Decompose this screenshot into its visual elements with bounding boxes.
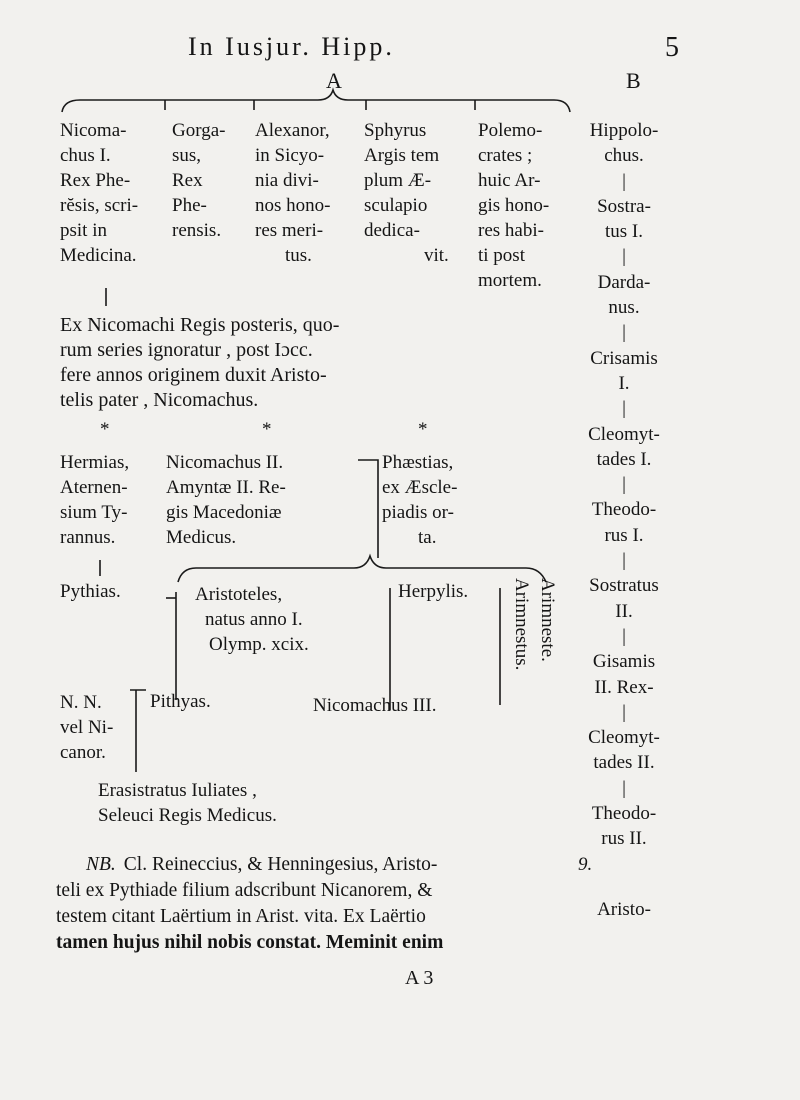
entry-line: sus,	[172, 145, 202, 166]
entry-line: Aternen-	[60, 477, 128, 498]
entry-erasistratus	[98, 778, 277, 828]
entry-nicomachus-ii	[166, 450, 286, 550]
paragraph-line: Ex Nicomachi Regis posteris, quo-	[60, 314, 340, 336]
column-label-a: A	[326, 68, 342, 93]
entry-line: Amyntæ II. Re-	[166, 477, 286, 498]
entry-line: res habi-	[478, 220, 544, 241]
entry-herpylis: Herpylis.	[398, 581, 469, 602]
entry-polemocrates	[478, 118, 549, 293]
lineage-line: Crisamis	[590, 347, 658, 369]
entry-line: gis Macedoniæ	[166, 502, 282, 523]
lineage-line: I.	[618, 372, 630, 394]
paragraph-line: telis pater , Nicomachus.	[60, 389, 259, 411]
entry-line: dedica-	[364, 220, 420, 241]
entry-line: N. N.	[60, 692, 102, 713]
entry-line: Nicomachus II.	[166, 452, 284, 473]
entry-line: Aristoteles,	[195, 584, 283, 605]
footnote-line: tamen hujus nihil nobis constat. Meminit enim	[56, 932, 444, 953]
entry-line: Phe-	[172, 195, 207, 216]
lineage-line: Sostratus	[589, 575, 659, 597]
entry-hermias	[60, 450, 129, 550]
entry-line: Argis tem	[364, 145, 440, 166]
lineage-line: rus II.	[601, 828, 647, 850]
entry-nicomachus-iii: Nicomachus III.	[313, 695, 437, 716]
entry-line: natus anno I.	[205, 609, 303, 630]
lineage-line: |	[622, 322, 626, 344]
entry-line: piadis or-	[382, 502, 454, 523]
column-label-b: B	[626, 68, 641, 93]
lineage-line: tades II.	[593, 752, 655, 774]
footnote	[56, 852, 443, 956]
entry-nicomachus-i	[60, 118, 138, 268]
entry-line: rannus.	[60, 527, 116, 548]
lineage-line: |	[622, 777, 626, 799]
asterisk-mark: *	[418, 419, 428, 440]
page-number: 5	[665, 32, 679, 63]
lineage-line: rus I.	[604, 524, 644, 546]
entry-line: huic Ar-	[478, 170, 541, 191]
lineage-line: |	[622, 625, 626, 647]
entry-line: in Sicyo-	[255, 145, 325, 166]
entry-line: res meri-	[255, 220, 324, 241]
entry-phaestias	[382, 450, 457, 550]
lineage-line: tus I.	[605, 221, 643, 243]
lineage-line: Hippolo-	[589, 120, 659, 141]
lineage-line: Cleomyt-	[588, 423, 660, 445]
entry-line: nia divi-	[255, 170, 319, 191]
entry-line: Olymp. xcix.	[209, 634, 309, 655]
entry-line: Polemo-	[478, 120, 543, 141]
entry-line: chus I.	[60, 145, 111, 166]
entry-alexanor	[255, 118, 330, 268]
entry-line: Phæstias,	[382, 452, 454, 473]
paragraph-line: fere annos originem duxit Aristo-	[60, 364, 327, 386]
entry-line: vel Ni-	[60, 717, 114, 738]
lineage-line: |	[622, 474, 626, 496]
lineage-line: Cleomyt-	[588, 727, 660, 749]
entry-line: ex Æscle-	[382, 477, 458, 498]
lineage-line: II. Rex-	[594, 676, 654, 698]
entry-line: psit in	[60, 220, 107, 241]
entry-line: Erasistratus Iuliates ,	[98, 780, 257, 801]
entry-line: crates ;	[478, 145, 533, 166]
footnote-line	[56, 852, 443, 878]
entry-line: tus.	[285, 245, 312, 266]
entry-line: ti post	[478, 245, 525, 266]
entry-pythias: Pythias.	[60, 581, 121, 602]
asterisk-mark: *	[100, 419, 110, 440]
lineage-line: 9.	[578, 853, 593, 875]
footnote-text: Cl. Reineccius, & Henningesius, Aristo-	[123, 854, 438, 875]
footnote-lead: NB.	[86, 854, 116, 875]
entry-sphyrus	[364, 118, 449, 268]
entry-line: ta.	[418, 527, 437, 548]
entry-line: nos hono-	[255, 195, 331, 216]
lineage-line: Gisamis	[592, 651, 656, 673]
entry-line: sculapio	[364, 195, 428, 216]
lineage-line: |	[622, 170, 626, 192]
entry-line: Seleuci Regis Medicus.	[98, 805, 277, 826]
lineage-line: Theodo-	[591, 499, 657, 521]
entry-nn-nicanor	[60, 690, 113, 765]
entry-line: Alexanor,	[255, 120, 330, 141]
entry-aristoteles	[195, 582, 309, 657]
lineage-line: Aristo-	[597, 898, 651, 920]
entry-line: rĕsis, scri-	[60, 195, 139, 216]
lineage-line: chus.	[604, 145, 644, 167]
entry-line: Rex Phe-	[60, 170, 131, 191]
lineage-line: |	[622, 550, 626, 572]
lineage-line: nus.	[608, 297, 640, 319]
entry-line: Hermias,	[60, 452, 130, 473]
entry-line: Sphyrus	[364, 120, 427, 141]
paragraph-line: rum series ignoratur , post Iɔcc.	[60, 339, 313, 361]
entry-line: vit.	[424, 245, 449, 266]
entry-line: rensis.	[172, 220, 222, 241]
entry-gorgasus	[172, 118, 225, 243]
entry-line: Nicoma-	[60, 120, 127, 141]
entry-arimnestus: Arimnestus.	[511, 578, 532, 671]
running-title: In Iusjur. Hipp.	[188, 32, 395, 61]
entry-line: Medicus.	[166, 527, 237, 548]
entry-line: gis hono-	[478, 195, 550, 216]
lineage-line: |	[622, 398, 626, 420]
lineage-line: II.	[615, 600, 633, 622]
entry-line: canor.	[60, 742, 106, 763]
asterisk-mark: *	[262, 419, 272, 440]
entry-line: Medicina.	[60, 245, 137, 266]
lineage-line: Darda-	[597, 271, 651, 293]
lineage-line: |	[622, 701, 626, 723]
entry-pithyas: Pithyas.	[150, 691, 211, 712]
entry-line: sium Ty-	[60, 502, 128, 523]
column-b-lineage	[578, 118, 670, 922]
entry-line: mortem.	[478, 270, 542, 291]
entry-line: Gorga-	[172, 120, 226, 141]
footnote-line: teli ex Pythiade filium adscribunt Nicanorem, &	[56, 880, 433, 901]
signature-mark: A 3	[405, 967, 434, 989]
lineage-line: |	[622, 246, 626, 268]
entry-arimneste: Arimneste.	[537, 578, 558, 662]
footnote-line: testem citant Laërtium in Arist. vita. Ex Laërtio	[56, 906, 426, 927]
entry-line: plum Æ-	[364, 170, 432, 191]
lineage-line: tades I.	[596, 448, 652, 470]
entry-line: Rex	[172, 170, 203, 191]
lineage-paragraph	[60, 313, 339, 413]
lineage-line: Sostra-	[597, 195, 651, 217]
lineage-line: Theodo-	[591, 803, 657, 825]
